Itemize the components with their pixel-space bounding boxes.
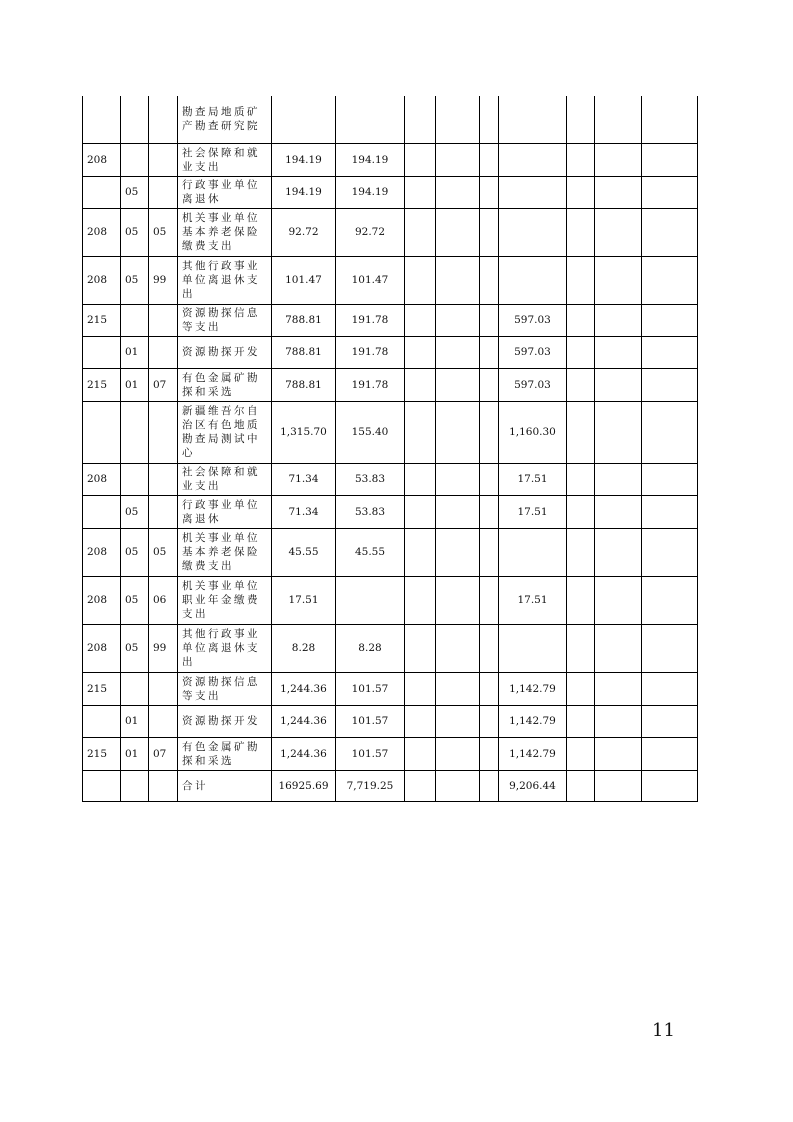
- category-code-cell: 05: [121, 208, 149, 256]
- empty-cell: [595, 208, 642, 256]
- empty-cell: [405, 672, 436, 705]
- category-code-cell: 01: [121, 336, 149, 368]
- narrow-empty-cell: [480, 96, 499, 143]
- category-code-cell: [121, 401, 149, 463]
- subject-name-cell: 资源勘探开发: [178, 705, 272, 737]
- project-expenditure-cell: [499, 208, 567, 256]
- empty-cell: [642, 96, 698, 143]
- subject-name-cell: 其他行政事业单位离退休支出: [178, 624, 272, 672]
- narrow-empty-cell: [480, 256, 499, 304]
- class-code-cell: 215: [83, 304, 121, 336]
- class-code-cell: 208: [83, 463, 121, 495]
- basic-expenditure-cell: 191.78: [336, 368, 405, 401]
- total-amount-cell: 788.81: [272, 368, 336, 401]
- empty-cell: [436, 737, 480, 770]
- basic-expenditure-cell: 101.57: [336, 705, 405, 737]
- basic-expenditure-cell: 191.78: [336, 336, 405, 368]
- empty-cell: [567, 463, 595, 495]
- empty-cell: [405, 304, 436, 336]
- basic-expenditure-cell: 101.57: [336, 672, 405, 705]
- project-expenditure-cell: 17.51: [499, 463, 567, 495]
- category-code-cell: [121, 463, 149, 495]
- class-code-cell: 208: [83, 256, 121, 304]
- empty-cell: [642, 368, 698, 401]
- empty-cell: [405, 528, 436, 576]
- empty-cell: [642, 176, 698, 208]
- total-amount-cell: [272, 96, 336, 143]
- category-code-cell: 05: [121, 528, 149, 576]
- empty-cell: [595, 495, 642, 528]
- empty-cell: [567, 401, 595, 463]
- class-code-cell: 208: [83, 143, 121, 176]
- empty-cell: [405, 368, 436, 401]
- basic-expenditure-cell: 92.72: [336, 208, 405, 256]
- empty-cell: [405, 208, 436, 256]
- narrow-empty-cell: [480, 304, 499, 336]
- empty-cell: [595, 528, 642, 576]
- project-expenditure-cell: 1,142.79: [499, 737, 567, 770]
- empty-cell: [567, 336, 595, 368]
- narrow-empty-cell: [480, 770, 499, 801]
- empty-cell: [642, 208, 698, 256]
- class-code-cell: [83, 96, 121, 143]
- empty-cell: [595, 143, 642, 176]
- subject-name-cell: 资源勘探信息等支出: [178, 304, 272, 336]
- project-expenditure-cell: [499, 624, 567, 672]
- item-code-cell: [149, 304, 178, 336]
- item-code-cell: [149, 401, 178, 463]
- project-expenditure-cell: 1,142.79: [499, 672, 567, 705]
- project-expenditure-cell: 17.51: [499, 576, 567, 624]
- table-row: [83, 624, 698, 672]
- project-expenditure-cell: 1,142.79: [499, 705, 567, 737]
- item-code-cell: 06: [149, 576, 178, 624]
- category-code-cell: 01: [121, 705, 149, 737]
- basic-expenditure-cell: 8.28: [336, 624, 405, 672]
- table-row: [83, 96, 698, 143]
- project-expenditure-cell: [499, 256, 567, 304]
- empty-cell: [642, 528, 698, 576]
- empty-cell: [642, 463, 698, 495]
- empty-cell: [405, 143, 436, 176]
- subject-name-cell: 社会保障和就业支出: [178, 143, 272, 176]
- table-row: [83, 495, 698, 528]
- subject-name-cell: 资源勘探信息等支出: [178, 672, 272, 705]
- empty-cell: [405, 624, 436, 672]
- empty-cell: [567, 528, 595, 576]
- project-expenditure-cell: [499, 143, 567, 176]
- empty-cell: [642, 770, 698, 801]
- item-code-cell: 05: [149, 208, 178, 256]
- total-amount-cell: 92.72: [272, 208, 336, 256]
- empty-cell: [595, 463, 642, 495]
- total-amount-cell: 8.28: [272, 624, 336, 672]
- class-code-cell: 208: [83, 624, 121, 672]
- narrow-empty-cell: [480, 576, 499, 624]
- empty-cell: [567, 208, 595, 256]
- item-code-cell: [149, 495, 178, 528]
- category-code-cell: [121, 96, 149, 143]
- empty-cell: [642, 401, 698, 463]
- empty-cell: [567, 576, 595, 624]
- table-row: [83, 672, 698, 705]
- total-amount-cell: 1,244.36: [272, 737, 336, 770]
- empty-cell: [436, 96, 480, 143]
- empty-cell: [642, 672, 698, 705]
- table-row: [83, 737, 698, 770]
- empty-cell: [436, 208, 480, 256]
- empty-cell: [642, 737, 698, 770]
- subject-name-cell: 有色金属矿勘探和采选: [178, 737, 272, 770]
- table-row: [83, 368, 698, 401]
- empty-cell: [642, 143, 698, 176]
- empty-cell: [595, 176, 642, 208]
- empty-cell: [567, 304, 595, 336]
- item-code-cell: [149, 176, 178, 208]
- table-row: [83, 256, 698, 304]
- narrow-empty-cell: [480, 672, 499, 705]
- class-code-cell: [83, 336, 121, 368]
- empty-cell: [567, 737, 595, 770]
- item-code-cell: 07: [149, 368, 178, 401]
- category-code-cell: 01: [121, 737, 149, 770]
- empty-cell: [436, 304, 480, 336]
- empty-cell: [642, 495, 698, 528]
- empty-cell: [595, 368, 642, 401]
- item-code-cell: [149, 770, 178, 801]
- narrow-empty-cell: [480, 336, 499, 368]
- narrow-empty-cell: [480, 368, 499, 401]
- empty-cell: [436, 495, 480, 528]
- class-code-cell: [83, 770, 121, 801]
- table-row: [83, 304, 698, 336]
- basic-expenditure-cell: 191.78: [336, 304, 405, 336]
- empty-cell: [567, 624, 595, 672]
- empty-cell: [405, 336, 436, 368]
- empty-cell: [436, 705, 480, 737]
- total-amount-cell: 45.55: [272, 528, 336, 576]
- narrow-empty-cell: [480, 143, 499, 176]
- class-code-cell: 208: [83, 528, 121, 576]
- empty-cell: [595, 401, 642, 463]
- subject-name-cell: 新疆维吾尔自治区有色地质勘查局测试中心: [178, 401, 272, 463]
- item-code-cell: [149, 96, 178, 143]
- empty-cell: [405, 463, 436, 495]
- empty-cell: [642, 256, 698, 304]
- project-expenditure-cell: 1,160.30: [499, 401, 567, 463]
- total-amount-cell: 71.34: [272, 463, 336, 495]
- empty-cell: [642, 576, 698, 624]
- basic-expenditure-cell: 194.19: [336, 143, 405, 176]
- total-amount-cell: 788.81: [272, 304, 336, 336]
- empty-cell: [436, 401, 480, 463]
- empty-cell: [642, 304, 698, 336]
- empty-cell: [405, 705, 436, 737]
- table-row: [83, 208, 698, 256]
- basic-expenditure-cell: [336, 96, 405, 143]
- empty-cell: [595, 576, 642, 624]
- category-code-cell: [121, 143, 149, 176]
- empty-cell: [405, 96, 436, 143]
- empty-cell: [436, 368, 480, 401]
- total-amount-cell: 1,244.36: [272, 705, 336, 737]
- table-row: [83, 336, 698, 368]
- empty-cell: [595, 304, 642, 336]
- class-code-cell: 208: [83, 576, 121, 624]
- narrow-empty-cell: [480, 737, 499, 770]
- project-expenditure-cell: [499, 96, 567, 143]
- table-row: [83, 528, 698, 576]
- total-amount-cell: 101.47: [272, 256, 336, 304]
- empty-cell: [436, 143, 480, 176]
- category-code-cell: 01: [121, 368, 149, 401]
- empty-cell: [567, 96, 595, 143]
- total-amount-cell: 1,244.36: [272, 672, 336, 705]
- class-code-cell: 215: [83, 368, 121, 401]
- narrow-empty-cell: [480, 528, 499, 576]
- class-code-cell: [83, 401, 121, 463]
- basic-expenditure-cell: 7,719.25: [336, 770, 405, 801]
- empty-cell: [567, 770, 595, 801]
- empty-cell: [405, 770, 436, 801]
- subject-name-cell: 机关事业单位基本养老保险缴费支出: [178, 528, 272, 576]
- category-code-cell: 05: [121, 576, 149, 624]
- basic-expenditure-cell: 45.55: [336, 528, 405, 576]
- table-row: [83, 705, 698, 737]
- category-code-cell: [121, 304, 149, 336]
- total-amount-cell: 71.34: [272, 495, 336, 528]
- category-code-cell: 05: [121, 624, 149, 672]
- category-code-cell: 05: [121, 256, 149, 304]
- item-code-cell: 99: [149, 624, 178, 672]
- empty-cell: [642, 705, 698, 737]
- empty-cell: [436, 576, 480, 624]
- class-code-cell: [83, 176, 121, 208]
- item-code-cell: [149, 705, 178, 737]
- empty-cell: [567, 143, 595, 176]
- basic-expenditure-cell: 101.47: [336, 256, 405, 304]
- basic-expenditure-cell: [336, 576, 405, 624]
- total-amount-cell: 17.51: [272, 576, 336, 624]
- table-row: [83, 143, 698, 176]
- narrow-empty-cell: [480, 495, 499, 528]
- project-expenditure-cell: [499, 528, 567, 576]
- empty-cell: [595, 256, 642, 304]
- empty-cell: [436, 336, 480, 368]
- empty-cell: [405, 256, 436, 304]
- empty-cell: [567, 672, 595, 705]
- basic-expenditure-cell: 53.83: [336, 463, 405, 495]
- subject-name-cell: 机关事业单位基本养老保险缴费支出: [178, 208, 272, 256]
- item-code-cell: [149, 463, 178, 495]
- narrow-empty-cell: [480, 705, 499, 737]
- item-code-cell: 05: [149, 528, 178, 576]
- item-code-cell: 07: [149, 737, 178, 770]
- empty-cell: [567, 256, 595, 304]
- project-expenditure-cell: 597.03: [499, 304, 567, 336]
- empty-cell: [595, 336, 642, 368]
- table-row: [83, 463, 698, 495]
- empty-cell: [642, 336, 698, 368]
- class-code-cell: 215: [83, 672, 121, 705]
- empty-cell: [405, 401, 436, 463]
- table-row: [83, 576, 698, 624]
- item-code-cell: [149, 336, 178, 368]
- class-code-cell: [83, 705, 121, 737]
- empty-cell: [405, 576, 436, 624]
- category-code-cell: [121, 770, 149, 801]
- basic-expenditure-cell: 155.40: [336, 401, 405, 463]
- category-code-cell: 05: [121, 495, 149, 528]
- empty-cell: [595, 672, 642, 705]
- empty-cell: [567, 705, 595, 737]
- item-code-cell: [149, 672, 178, 705]
- class-code-cell: [83, 495, 121, 528]
- basic-expenditure-cell: 194.19: [336, 176, 405, 208]
- empty-cell: [436, 256, 480, 304]
- narrow-empty-cell: [480, 176, 499, 208]
- empty-cell: [405, 737, 436, 770]
- empty-cell: [436, 176, 480, 208]
- narrow-empty-cell: [480, 624, 499, 672]
- empty-cell: [405, 495, 436, 528]
- total-amount-cell: 194.19: [272, 143, 336, 176]
- empty-cell: [567, 368, 595, 401]
- subject-name-cell: 有色金属矿勘探和采选: [178, 368, 272, 401]
- budget-table: [82, 96, 698, 802]
- basic-expenditure-cell: 53.83: [336, 495, 405, 528]
- item-code-cell: 99: [149, 256, 178, 304]
- empty-cell: [595, 737, 642, 770]
- subject-name-cell: 行政事业单位离退休: [178, 176, 272, 208]
- total-amount-cell: 788.81: [272, 336, 336, 368]
- empty-cell: [436, 528, 480, 576]
- project-expenditure-cell: [499, 176, 567, 208]
- table-row: [83, 770, 698, 801]
- empty-cell: [436, 624, 480, 672]
- basic-expenditure-cell: 101.57: [336, 737, 405, 770]
- empty-cell: [567, 495, 595, 528]
- project-expenditure-cell: 9,206.44: [499, 770, 567, 801]
- total-amount-cell: 1,315.70: [272, 401, 336, 463]
- empty-cell: [567, 176, 595, 208]
- page-number: 11: [652, 1020, 675, 1041]
- subject-name-cell: 行政事业单位离退休: [178, 495, 272, 528]
- project-expenditure-cell: 17.51: [499, 495, 567, 528]
- subject-name-cell: 勘查局地质矿产勘查研究院: [178, 96, 272, 143]
- table-row: [83, 401, 698, 463]
- empty-cell: [436, 463, 480, 495]
- total-amount-cell: 16925.69: [272, 770, 336, 801]
- table-body: [83, 96, 698, 801]
- class-code-cell: 208: [83, 208, 121, 256]
- project-expenditure-cell: 597.03: [499, 336, 567, 368]
- narrow-empty-cell: [480, 208, 499, 256]
- empty-cell: [642, 624, 698, 672]
- total-amount-cell: 194.19: [272, 176, 336, 208]
- subject-name-cell: 其他行政事业单位离退休支出: [178, 256, 272, 304]
- empty-cell: [595, 770, 642, 801]
- subject-name-cell: 机关事业单位职业年金缴费支出: [178, 576, 272, 624]
- subject-name-cell: 资源勘探开发: [178, 336, 272, 368]
- project-expenditure-cell: 597.03: [499, 368, 567, 401]
- narrow-empty-cell: [480, 401, 499, 463]
- class-code-cell: 215: [83, 737, 121, 770]
- subject-name-cell: 社会保障和就业支出: [178, 463, 272, 495]
- category-code-cell: [121, 672, 149, 705]
- empty-cell: [595, 705, 642, 737]
- table-row: [83, 176, 698, 208]
- empty-cell: [595, 96, 642, 143]
- empty-cell: [436, 672, 480, 705]
- subject-name-cell: 合计: [178, 770, 272, 801]
- empty-cell: [595, 624, 642, 672]
- narrow-empty-cell: [480, 463, 499, 495]
- item-code-cell: [149, 143, 178, 176]
- empty-cell: [436, 770, 480, 801]
- empty-cell: [405, 176, 436, 208]
- category-code-cell: 05: [121, 176, 149, 208]
